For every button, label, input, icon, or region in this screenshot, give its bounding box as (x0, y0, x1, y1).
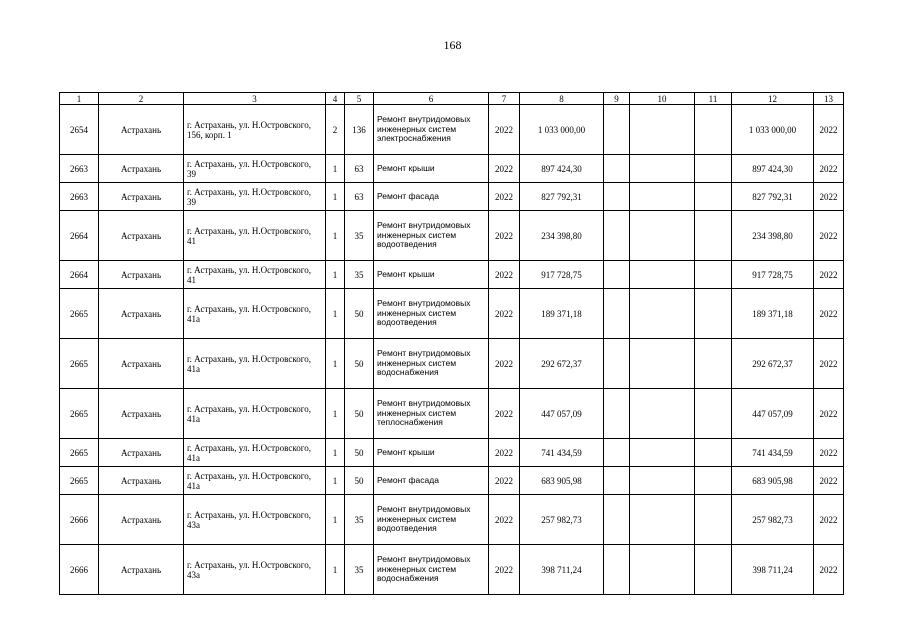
table-row (60, 339, 844, 389)
cell-col4: 1 (326, 339, 345, 389)
column-header: 10 (630, 93, 695, 105)
cell-year: 2022 (489, 155, 520, 183)
cell-col10 (630, 289, 695, 339)
cell-address: г. Астрахань, ул. Н.Островского, 39 (184, 183, 326, 211)
cell-col4: 1 (326, 261, 345, 289)
cell-municipality: Астрахань (99, 261, 184, 289)
cell-col10 (630, 467, 695, 495)
cell-col9 (604, 495, 630, 545)
cell-work-type: Ремонт крыши (374, 261, 489, 289)
column-header: 11 (695, 93, 732, 105)
cell-cost: 741 434,59 (520, 439, 604, 467)
cell-col5: 63 (345, 155, 374, 183)
cell-col10 (630, 389, 695, 439)
cell-final-year: 2022 (814, 389, 844, 439)
cell-total: 1 033 000,00 (732, 105, 814, 155)
cell-year: 2022 (489, 439, 520, 467)
cell-year: 2022 (489, 495, 520, 545)
cell-year: 2022 (489, 339, 520, 389)
cell-municipality: Астрахань (99, 211, 184, 261)
cell-col11 (695, 211, 732, 261)
cell-col4: 1 (326, 183, 345, 211)
page-number: 168 (443, 38, 462, 52)
column-header: 7 (489, 93, 520, 105)
cell-col9 (604, 261, 630, 289)
cell-col11 (695, 155, 732, 183)
cell-col11 (695, 467, 732, 495)
column-header: 9 (604, 93, 630, 105)
cell-col9 (604, 289, 630, 339)
column-header: 13 (814, 93, 844, 105)
table-row (60, 261, 844, 289)
cell-col11 (695, 439, 732, 467)
cell-col4: 1 (326, 389, 345, 439)
cell-col4: 1 (326, 467, 345, 495)
cell-final-year: 2022 (814, 155, 844, 183)
cell-year: 2022 (489, 467, 520, 495)
cell-col5: 50 (345, 389, 374, 439)
column-header: 2 (99, 93, 184, 105)
cell-col4: 2 (326, 105, 345, 155)
cell-final-year: 2022 (814, 211, 844, 261)
cell-municipality: Астрахань (99, 183, 184, 211)
cell-col4: 1 (326, 155, 345, 183)
column-header: 3 (184, 93, 326, 105)
cell-col4: 1 (326, 289, 345, 339)
cell-year: 2022 (489, 289, 520, 339)
cell-number: 2665 (60, 289, 99, 339)
cell-cost: 827 792,31 (520, 183, 604, 211)
table-row (60, 183, 844, 211)
cell-municipality: Астрахань (99, 495, 184, 545)
cell-total: 234 398,80 (732, 211, 814, 261)
cell-total: 447 057,09 (732, 389, 814, 439)
cell-col5: 50 (345, 289, 374, 339)
cell-col9 (604, 211, 630, 261)
cell-work-type: Ремонт внутридомовых инженерных систем водоснабжения (374, 545, 489, 595)
table-row (60, 105, 844, 155)
cell-address: г. Астрахань, ул. Н.Островского, 41 (184, 261, 326, 289)
cell-work-type: Ремонт внутридомовых инженерных систем теплоснабжения (374, 389, 489, 439)
cell-col5: 35 (345, 495, 374, 545)
cell-final-year: 2022 (814, 495, 844, 545)
cell-total: 292 672,37 (732, 339, 814, 389)
cell-col9 (604, 439, 630, 467)
repair-register-table (59, 92, 844, 595)
cell-number: 2663 (60, 183, 99, 211)
cell-total: 683 905,98 (732, 467, 814, 495)
cell-work-type: Ремонт фасада (374, 467, 489, 495)
cell-col11 (695, 339, 732, 389)
cell-total: 897 424,30 (732, 155, 814, 183)
cell-col5: 136 (345, 105, 374, 155)
cell-col5: 50 (345, 339, 374, 389)
cell-col5: 50 (345, 467, 374, 495)
cell-municipality: Астрахань (99, 545, 184, 595)
cell-final-year: 2022 (814, 105, 844, 155)
cell-col5: 35 (345, 545, 374, 595)
cell-col10 (630, 545, 695, 595)
cell-year: 2022 (489, 105, 520, 155)
column-header: 8 (520, 93, 604, 105)
cell-total: 398 711,24 (732, 545, 814, 595)
cell-address: г. Астрахань, ул. Н.Островского, 43а (184, 545, 326, 595)
cell-col5: 63 (345, 183, 374, 211)
cell-municipality: Астрахань (99, 155, 184, 183)
column-header: 6 (374, 93, 489, 105)
table-row (60, 389, 844, 439)
cell-year: 2022 (489, 545, 520, 595)
table-row (60, 545, 844, 595)
cell-total: 827 792,31 (732, 183, 814, 211)
cell-final-year: 2022 (814, 183, 844, 211)
cell-cost: 917 728,75 (520, 261, 604, 289)
cell-year: 2022 (489, 389, 520, 439)
cell-municipality: Астрахань (99, 105, 184, 155)
cell-cost: 897 424,30 (520, 155, 604, 183)
cell-work-type: Ремонт внутридомовых инженерных систем электроснабжения (374, 105, 489, 155)
cell-final-year: 2022 (814, 439, 844, 467)
cell-number: 2665 (60, 339, 99, 389)
cell-work-type: Ремонт крыши (374, 439, 489, 467)
cell-col5: 50 (345, 439, 374, 467)
cell-col11 (695, 261, 732, 289)
cell-work-type: Ремонт внутридомовых инженерных систем водоотведения (374, 211, 489, 261)
cell-col11 (695, 389, 732, 439)
cell-cost: 398 711,24 (520, 545, 604, 595)
cell-address: г. Астрахань, ул. Н.Островского, 41 (184, 211, 326, 261)
cell-address: г. Астрахань, ул. Н.Островского, 41а (184, 439, 326, 467)
cell-total: 741 434,59 (732, 439, 814, 467)
cell-col5: 35 (345, 211, 374, 261)
table-row (60, 439, 844, 467)
cell-number: 2654 (60, 105, 99, 155)
cell-col10 (630, 339, 695, 389)
cell-municipality: Астрахань (99, 389, 184, 439)
cell-final-year: 2022 (814, 467, 844, 495)
table-row (60, 211, 844, 261)
column-header: 12 (732, 93, 814, 105)
cell-col11 (695, 105, 732, 155)
cell-cost: 683 905,98 (520, 467, 604, 495)
cell-col10 (630, 211, 695, 261)
cell-total: 917 728,75 (732, 261, 814, 289)
column-header: 5 (345, 93, 374, 105)
cell-col4: 1 (326, 495, 345, 545)
cell-col5: 35 (345, 261, 374, 289)
cell-col9 (604, 389, 630, 439)
cell-number: 2666 (60, 495, 99, 545)
cell-col11 (695, 545, 732, 595)
cell-number: 2664 (60, 211, 99, 261)
cell-address: г. Астрахань, ул. Н.Островского, 41а (184, 289, 326, 339)
cell-col9 (604, 155, 630, 183)
cell-col10 (630, 261, 695, 289)
cell-final-year: 2022 (814, 339, 844, 389)
cell-number: 2665 (60, 439, 99, 467)
cell-municipality: Астрахань (99, 467, 184, 495)
table-row (60, 155, 844, 183)
cell-col9 (604, 105, 630, 155)
cell-final-year: 2022 (814, 261, 844, 289)
cell-number: 2664 (60, 261, 99, 289)
cell-year: 2022 (489, 183, 520, 211)
cell-col11 (695, 495, 732, 545)
column-header: 4 (326, 93, 345, 105)
cell-col11 (695, 289, 732, 339)
cell-col9 (604, 545, 630, 595)
cell-cost: 257 982,73 (520, 495, 604, 545)
cell-total: 257 982,73 (732, 495, 814, 545)
cell-col4: 1 (326, 545, 345, 595)
table-row (60, 467, 844, 495)
cell-address: г. Астрахань, ул. Н.Островского, 43а (184, 495, 326, 545)
cell-col4: 1 (326, 439, 345, 467)
cell-cost: 234 398,80 (520, 211, 604, 261)
cell-total: 189 371,18 (732, 289, 814, 339)
cell-number: 2666 (60, 545, 99, 595)
cell-col9 (604, 467, 630, 495)
cell-municipality: Астрахань (99, 289, 184, 339)
cell-cost: 292 672,37 (520, 339, 604, 389)
cell-final-year: 2022 (814, 545, 844, 595)
cell-cost: 189 371,18 (520, 289, 604, 339)
cell-work-type: Ремонт крыши (374, 155, 489, 183)
cell-col11 (695, 183, 732, 211)
cell-final-year: 2022 (814, 289, 844, 339)
cell-address: г. Астрахань, ул. Н.Островского, 41а (184, 389, 326, 439)
cell-col9 (604, 339, 630, 389)
table-row (60, 495, 844, 545)
cell-municipality: Астрахань (99, 439, 184, 467)
cell-cost: 447 057,09 (520, 389, 604, 439)
cell-col10 (630, 155, 695, 183)
cell-address: г. Астрахань, ул. Н.Островского, 39 (184, 155, 326, 183)
cell-col10 (630, 183, 695, 211)
cell-col10 (630, 439, 695, 467)
table-row (60, 289, 844, 339)
cell-address: г. Астрахань, ул. Н.Островского, 156, корп. 1 (184, 105, 326, 155)
cell-col10 (630, 495, 695, 545)
cell-work-type: Ремонт внутридомовых инженерных систем водоотведения (374, 495, 489, 545)
cell-address: г. Астрахань, ул. Н.Островского, 41а (184, 339, 326, 389)
cell-col10 (630, 105, 695, 155)
column-header: 1 (60, 93, 99, 105)
cell-number: 2663 (60, 155, 99, 183)
cell-cost: 1 033 000,00 (520, 105, 604, 155)
cell-work-type: Ремонт внутридомовых инженерных систем водоснабжения (374, 339, 489, 389)
cell-work-type: Ремонт внутридомовых инженерных систем водоотведения (374, 289, 489, 339)
cell-col9 (604, 183, 630, 211)
cell-work-type: Ремонт фасада (374, 183, 489, 211)
cell-year: 2022 (489, 211, 520, 261)
cell-number: 2665 (60, 467, 99, 495)
cell-municipality: Астрахань (99, 339, 184, 389)
column-number-row (60, 93, 844, 105)
cell-col4: 1 (326, 211, 345, 261)
cell-number: 2665 (60, 389, 99, 439)
cell-year: 2022 (489, 261, 520, 289)
cell-address: г. Астрахань, ул. Н.Островского, 41а (184, 467, 326, 495)
